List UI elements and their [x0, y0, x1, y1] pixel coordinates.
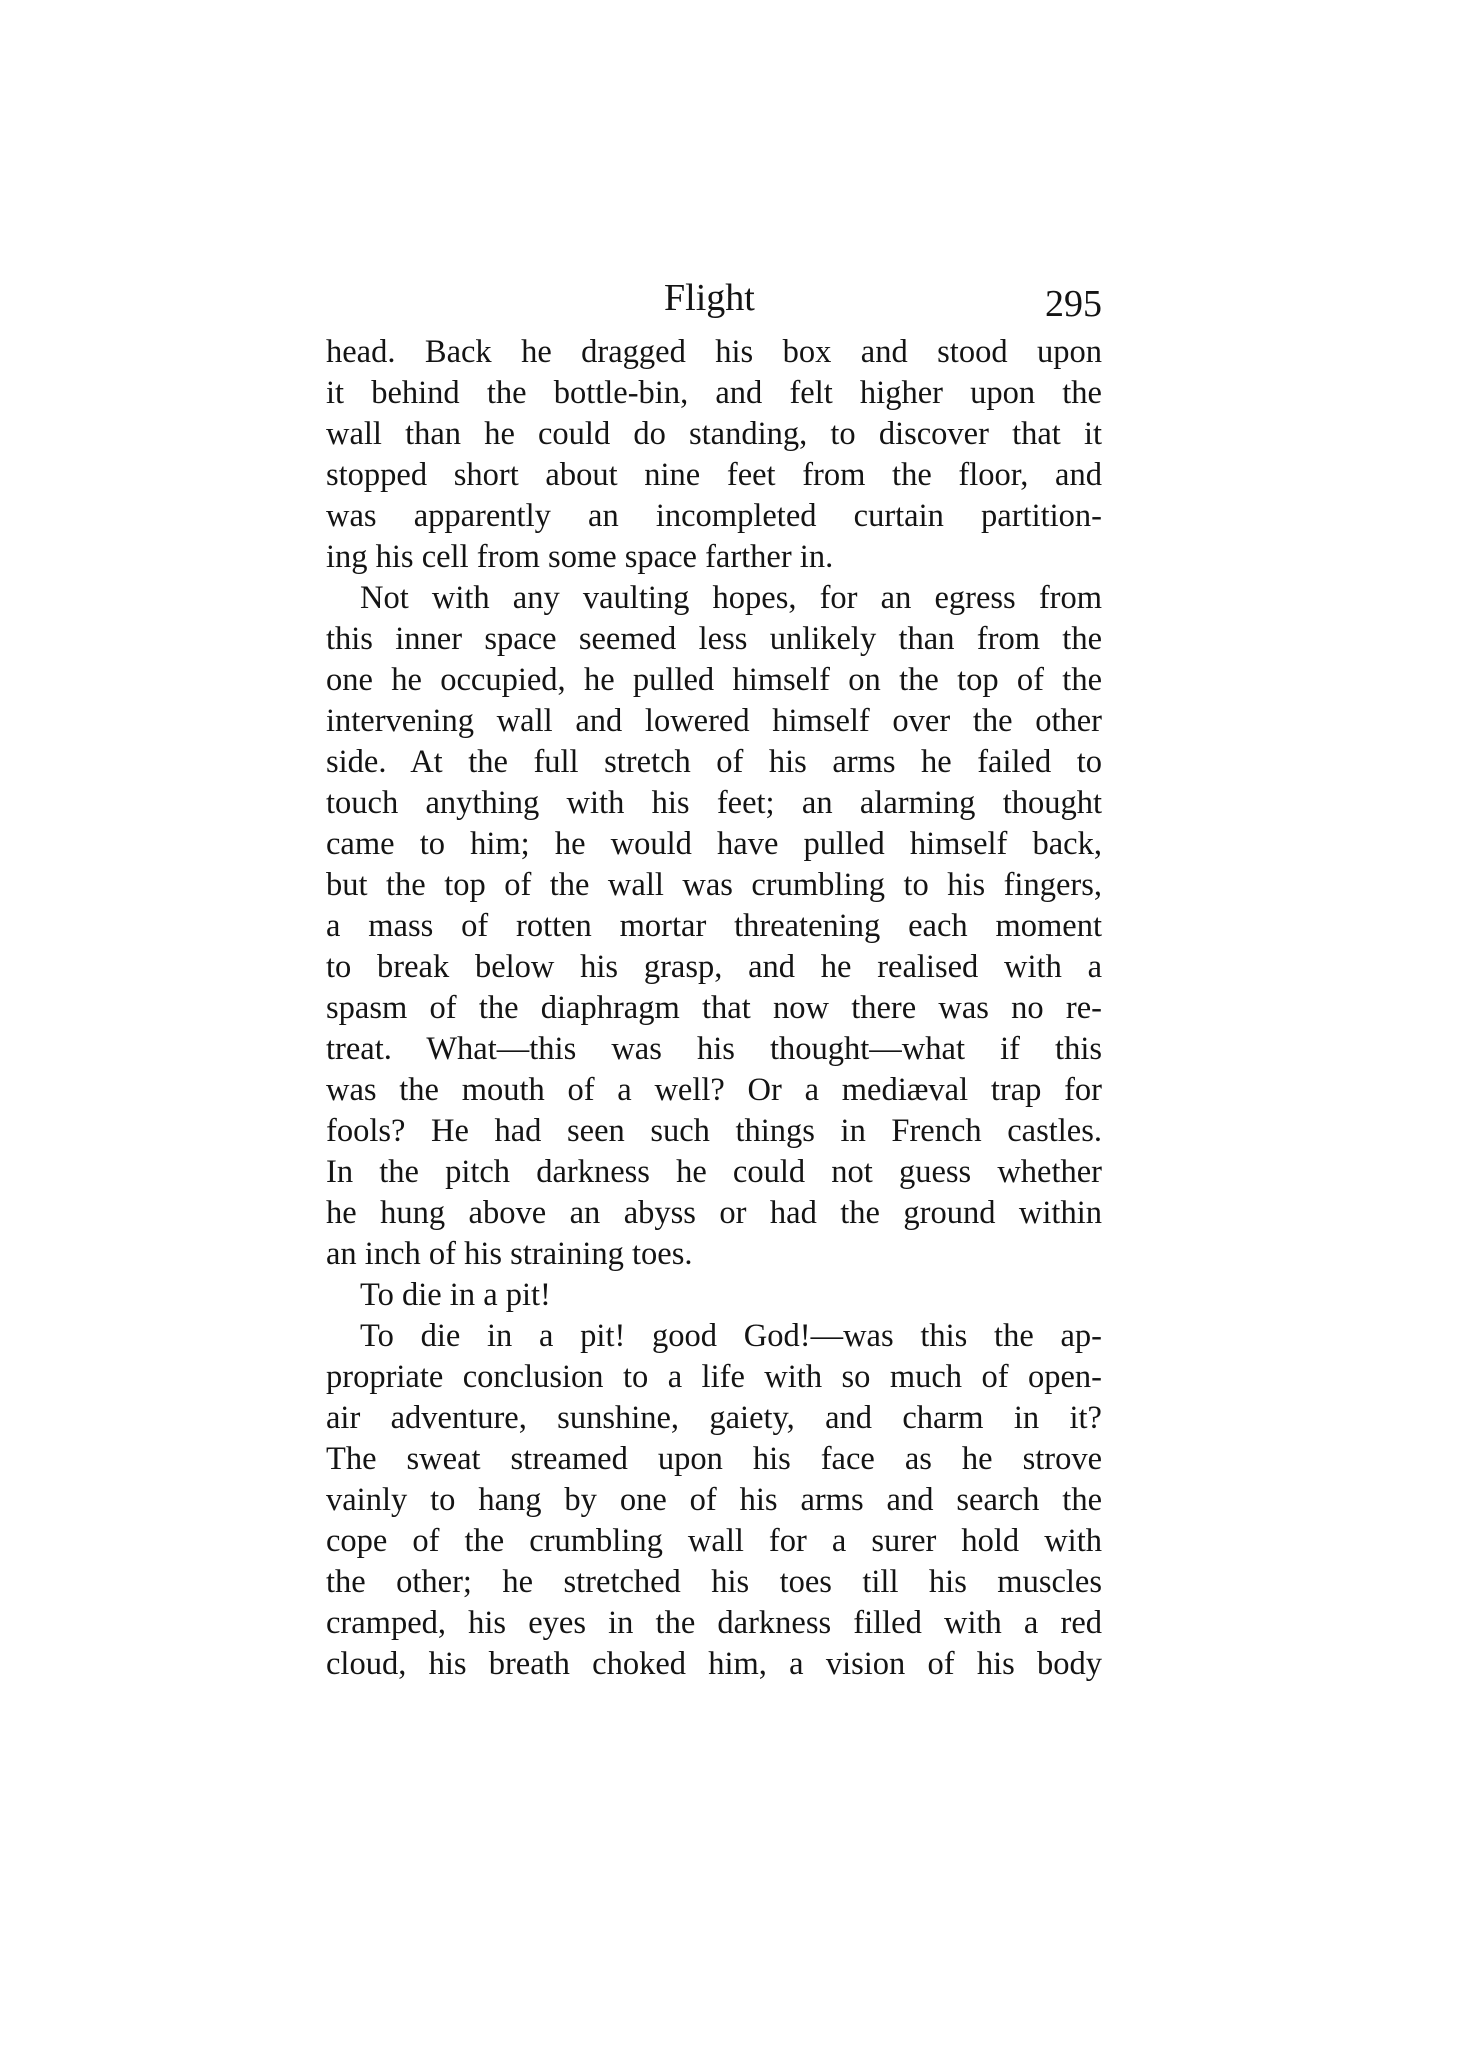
text-line: was apparently an incompleted curtain partition- [326, 498, 1102, 534]
text-line: a mass of rotten mortar threatening each moment [326, 908, 1102, 944]
text-line: but the top of the wall was crumbling to his fingers, [326, 867, 1102, 903]
text-line: cope of the crumbling wall for a surer hold with [326, 1523, 1102, 1559]
running-title: Flight [664, 277, 755, 319]
text-line: stopped short about nine feet from the floor, and [326, 457, 1102, 493]
text-line: this inner space seemed less unlikely than from the [326, 621, 1102, 657]
text-line: propriate conclusion to a life with so much of open- [326, 1359, 1102, 1395]
text-line: touch anything with his feet; an alarming thought [326, 785, 1102, 821]
book-page [326, 270, 1102, 1685]
text-line: The sweat streamed upon his face as he strove [326, 1441, 1102, 1477]
running-head [326, 270, 1102, 330]
text-line: it behind the bottle-bin, and felt higher upon the [326, 375, 1102, 411]
text-line: to break below his grasp, and he realised with a [326, 949, 1102, 985]
text-line: wall than he could do standing, to discover that it [326, 416, 1102, 452]
body-text [326, 332, 1102, 1685]
text-line: air adventure, sunshine, gaiety, and charm in it? [326, 1400, 1102, 1436]
text-line: side. At the full stretch of his arms he failed to [326, 744, 1102, 780]
text-line: one he occupied, he pulled himself on the top of the [326, 662, 1102, 698]
text-line: an inch of his straining toes. [326, 1236, 693, 1272]
text-line: ing his cell from some space farther in. [326, 539, 834, 575]
text-line: Not with any vaulting hopes, for an egress from [360, 580, 1102, 616]
text-line: fools? He had seen such things in French castles. [326, 1113, 1102, 1149]
text-line: vainly to hang by one of his arms and search the [326, 1482, 1102, 1518]
text-line: was the mouth of a well? Or a mediæval trap for [326, 1072, 1102, 1108]
text-line: head. Back he dragged his box and stood upon [326, 334, 1102, 370]
text-line: treat. What—this was his thought—what if this [326, 1031, 1102, 1067]
text-line: cramped, his eyes in the darkness filled with a red [326, 1605, 1102, 1641]
page-number: 295 [1045, 283, 1102, 325]
text-line: In the pitch darkness he could not guess whether [326, 1154, 1102, 1190]
text-line: the other; he stretched his toes till his muscles [326, 1564, 1102, 1600]
text-line: To die in a pit! [360, 1277, 551, 1313]
text-line: intervening wall and lowered himself over the other [326, 703, 1102, 739]
text-line: To die in a pit! good God!—was this the ap- [360, 1318, 1102, 1354]
text-line: cloud, his breath choked him, a vision of his body [326, 1646, 1102, 1682]
text-line: spasm of the diaphragm that now there was no re- [326, 990, 1102, 1026]
text-line: came to him; he would have pulled himself back, [326, 826, 1102, 862]
text-line: he hung above an abyss or had the ground within [326, 1195, 1102, 1231]
